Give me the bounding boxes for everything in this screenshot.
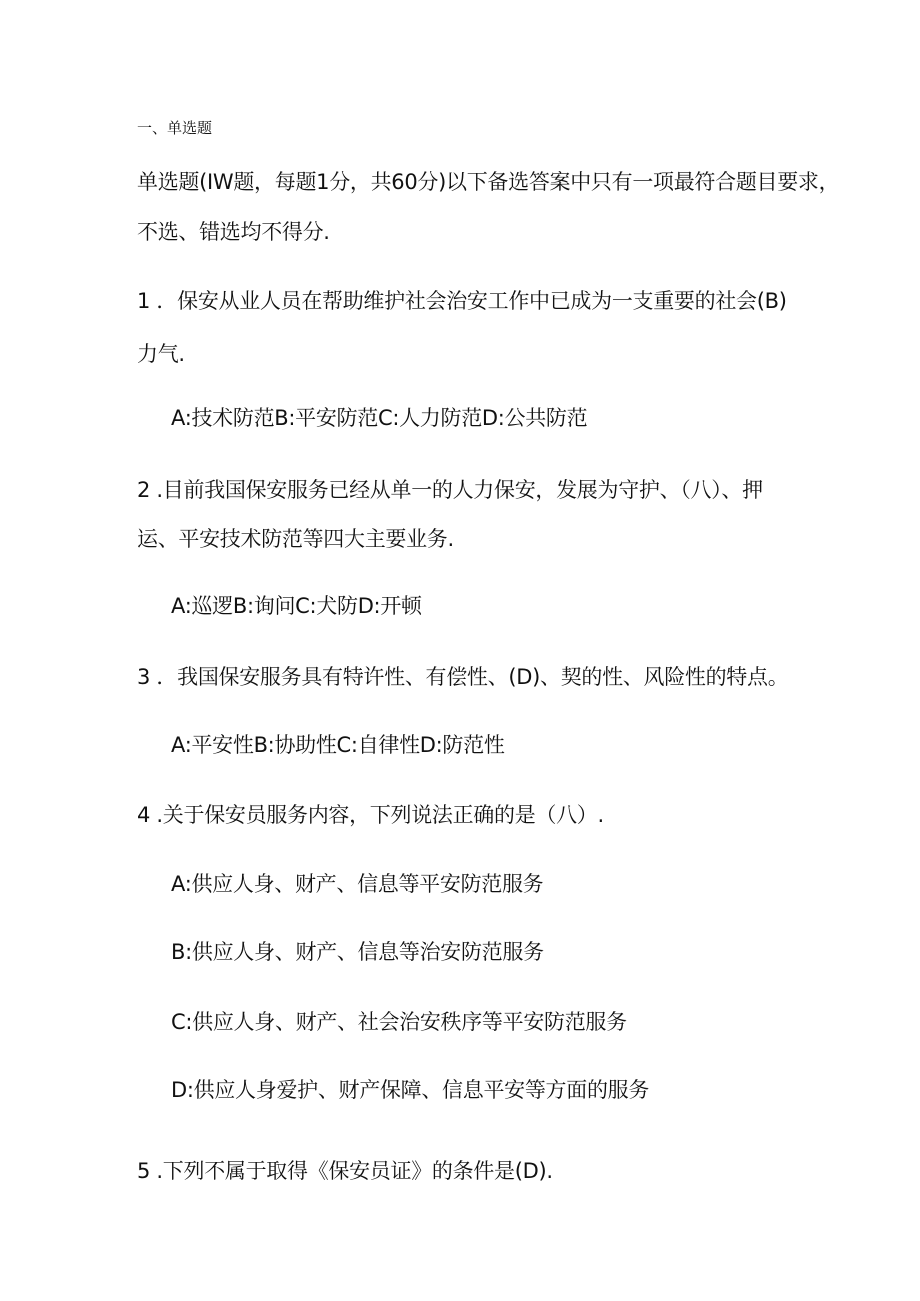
question-4-line-1: 4 .关于保安员服务内容，下列说法正确的是（八）.: [137, 803, 604, 827]
question-3-options: A:平安性B:协助性C:自律性D:防范性: [171, 733, 505, 757]
question-4-option-c: C:供应人身、财产、社会治安秩序等平安防范服务: [171, 1010, 627, 1034]
question-4-option-b: B:供应人身、财产、信息等治安防范服务: [171, 940, 544, 964]
section-title: 一、单选题: [137, 119, 213, 137]
question-5-line-1: 5 .下列不属于取得《保安员证》的条件是(D).: [137, 1159, 553, 1183]
intro-line-2: 不选、错选均不得分.: [137, 220, 330, 244]
question-2-line-2: 运、平安技术防范等四大主要业务.: [137, 527, 454, 551]
question-2-options: A:巡逻B:询问C:犬防D:开顿: [171, 594, 422, 618]
question-1-line-2: 力气.: [137, 342, 185, 366]
question-4-option-d: D:供应人身爱护、财产保障、信息平安等方面的服务: [171, 1078, 650, 1102]
intro-line-1: 单选题(IW题，每题1分，共60分)以下备选答案中只有一项最符合题目要求，: [137, 170, 840, 194]
question-3-line-1: 3 ．我国保安服务具有特许性、有偿性、(D)、契的性、风险性的特点。: [137, 665, 789, 689]
question-4-option-a: A:供应人身、财产、信息等平安防范服务: [171, 872, 544, 896]
question-2-line-1: 2 .目前我国保安服务已经从单一的人力保安，发展为守护、（八）、押: [137, 478, 763, 502]
question-1-options: A:技术防范B:平安防范C:人力防范D:公共防范: [171, 406, 588, 430]
question-1-line-1: 1 ．保安从业人员在帮助维护社会治安工作中已成为一支重要的社会(B): [137, 289, 787, 313]
